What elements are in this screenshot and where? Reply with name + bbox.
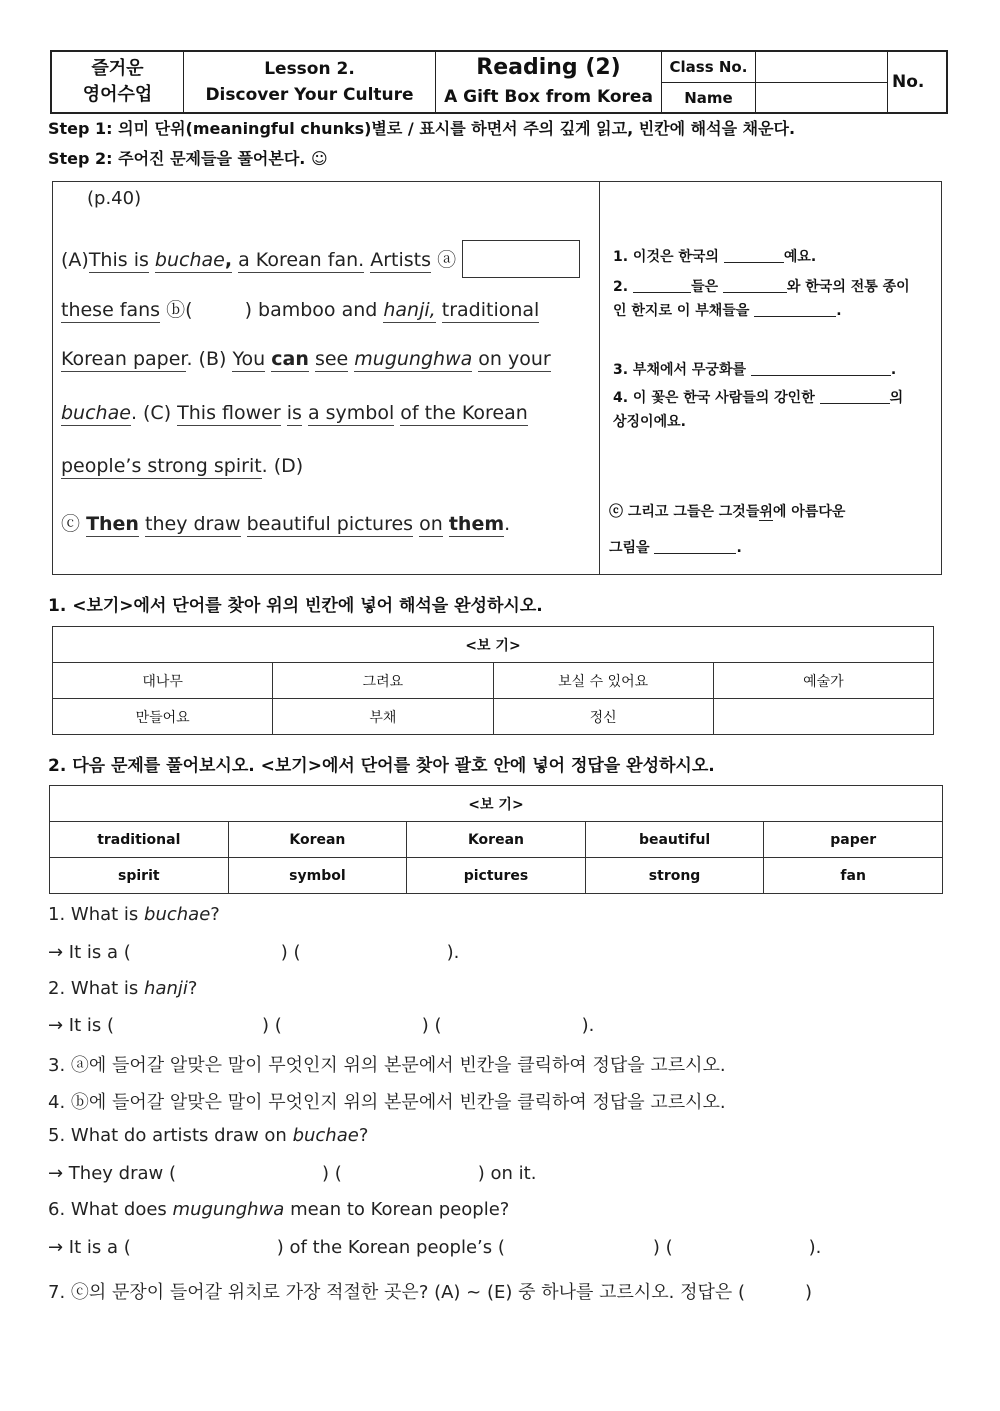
translation-4-blank[interactable]	[820, 389, 890, 404]
header-table	[50, 50, 948, 114]
question-1-answer: → It is a ( ) ( ).	[48, 942, 460, 963]
word-bank-1-cell: 부채	[273, 699, 493, 735]
lesson-line2: Discover Your Culture	[205, 85, 414, 105]
class-name-line1: 즐거운	[91, 58, 144, 79]
translation-2-blank-c[interactable]	[754, 302, 836, 317]
blank-a-marker: ⓐ	[437, 249, 457, 271]
word-bank-1-cell: 정신	[493, 699, 713, 735]
translation-3-blank[interactable]	[751, 361, 891, 376]
reading-line-2: these fans ⓑ( ) bamboo and hanji, traditional	[61, 299, 540, 321]
translation-4-cont: 상징이에요.	[613, 414, 686, 430]
reading-title-cell	[436, 52, 662, 112]
word-bank-1-cell	[713, 699, 933, 735]
translation-1-blank[interactable]	[724, 248, 784, 263]
word-bank-1-cell: 예술가	[713, 663, 933, 699]
lesson-line1: Lesson 2.	[264, 59, 355, 79]
question1-title: 1. <보기>에서 단어를 찾아 위의 빈칸에 넣어 해석을 완성하시오.	[48, 596, 543, 616]
question-5-answer: → They draw ( ) ( ) on it.	[48, 1163, 537, 1184]
question-7: 7. ⓒ의 문장이 들어갈 위치로 가장 적절한 곳은? (A) ~ (E) 중 하나를 고르시오. 정답은 ( )	[48, 1282, 813, 1303]
translation-2: 2. 들은 와 한국의 전통 종이	[613, 279, 910, 295]
translation-3: 3. 부채에서 무궁화를 .	[613, 362, 897, 378]
word-bank-2-cell: Korean	[228, 822, 407, 858]
class-name-line2: 영어수업	[82, 84, 153, 105]
word-bank-2-cell: strong	[585, 858, 764, 894]
word-bank-1-cell: 만들어요	[53, 699, 273, 735]
class-no-label: Class No.	[662, 52, 755, 83]
word-bank-1-cell: 그려요	[273, 663, 493, 699]
reading-subtitle: A Gift Box from Korea	[444, 87, 653, 107]
word-bank-1-title: <보 기>	[53, 627, 934, 663]
question-6: 6. What does mugunghwa mean to Korean people?	[48, 1199, 510, 1220]
question-2: 2. What is hanji?	[48, 978, 198, 999]
class-name-cell	[52, 52, 184, 112]
reading-box	[52, 181, 942, 575]
word-bank-2-cell: spirit	[50, 858, 229, 894]
step2-instruction: Step 2: 주어진 문제들을 풀어본다. ☺	[48, 149, 328, 168]
blank-a-input[interactable]	[462, 240, 580, 278]
question2-title: 2. 다음 문제를 풀어보시오. <보기>에서 단어를 찾아 괄호 안에 넣어 정답을 완성하시오.	[48, 756, 715, 776]
reading-line-3: Korean paper. (B) You can see mugunghwa on your	[61, 348, 551, 370]
translation-5: ⓒ 그리고 그들은 그것들위에 아름다운	[609, 504, 846, 520]
word-bank-2-cell: Korean	[407, 822, 586, 858]
class-no-field[interactable]	[756, 52, 887, 83]
reading-title: Reading (2)	[476, 55, 621, 80]
word-bank-2-cell: symbol	[228, 858, 407, 894]
reading-divider	[599, 182, 600, 574]
word-bank-2-title: <보 기>	[50, 786, 943, 822]
blank-b-marker: ⓑ(	[166, 299, 193, 321]
translation-4: 4. 이 꽃은 한국 사람들의 강인한 의	[613, 390, 904, 406]
question-5: 5. What do artists draw on buchae?	[48, 1125, 369, 1146]
word-bank-2-cell: fan	[764, 858, 943, 894]
label-cell	[662, 52, 756, 112]
translation-5-cont: 그림을 .	[609, 540, 742, 556]
question-3: 3. ⓐ에 들어갈 알맞은 말이 무엇인지 위의 본문에서 빈칸을 클릭하여 정답을 고르시오.	[48, 1055, 726, 1076]
word-bank-1-cell: 보실 수 있어요	[493, 663, 713, 699]
word-bank-1-cell: 대나무	[53, 663, 273, 699]
word-bank-2-cell: pictures	[407, 858, 586, 894]
word-bank-2-cell: beautiful	[585, 822, 764, 858]
word-bank-2	[49, 785, 943, 894]
question-4: 4. ⓑ에 들어갈 알맞은 말이 무엇인지 위의 본문에서 빈칸을 클릭하여 정답을 고르시오.	[48, 1092, 726, 1113]
name-label: Name	[684, 88, 733, 107]
word-bank-2-cell: traditional	[50, 822, 229, 858]
translation-1: 1. 이것은 한국의 예요.	[613, 249, 817, 265]
lesson-cell	[184, 52, 436, 112]
question-1: 1. What is buchae?	[48, 904, 220, 925]
no-label: No.	[892, 72, 925, 92]
page-ref: (p.40)	[87, 188, 142, 209]
question-6-answer: → It is a ( ) of the Korean people’s ( ) ( ).	[48, 1237, 822, 1258]
step1-instruction: Step 1: 의미 단위(meaningful chunks)별로 / 표시를 하면서 주의 깊게 읽고, 빈칸에 해석을 채운다.	[48, 119, 796, 138]
word-bank-2-cell: paper	[764, 822, 943, 858]
input-cell	[756, 52, 888, 112]
translation-2-blank-a[interactable]	[633, 278, 691, 293]
reading-line-4: buchae. (C) This flower is a symbol of the Korean	[61, 402, 528, 424]
reading-line-5: people’s strong spirit. (D)	[61, 455, 304, 477]
reading-line-1: (A)This is buchae, a Korean fan. Artists ⓐ	[61, 240, 580, 278]
question-2-answer: → It is ( ) ( ) ( ).	[48, 1015, 595, 1036]
name-field[interactable]	[756, 83, 887, 113]
translation-5-blank[interactable]	[654, 539, 736, 554]
translation-2-blank-b[interactable]	[723, 278, 787, 293]
translation-2-cont: 인 한지로 이 부채들을 .	[613, 303, 842, 319]
word-bank-1	[52, 626, 934, 735]
reading-line-6: ⓒ Then they draw beautiful pictures on them.	[61, 513, 511, 535]
